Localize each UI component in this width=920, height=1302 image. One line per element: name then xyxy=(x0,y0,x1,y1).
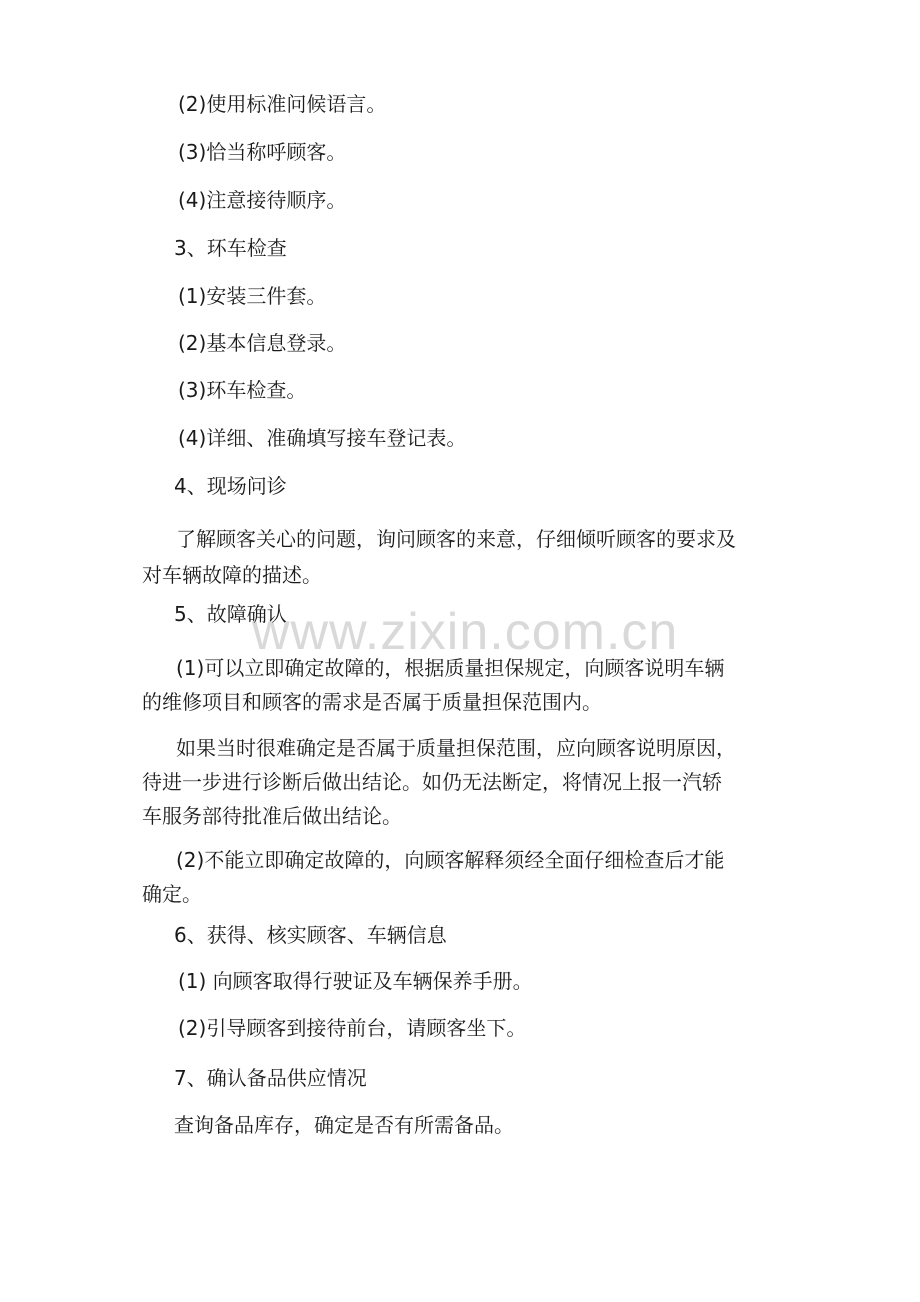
paragraph-line: 如果当时很难确定是否属于质量担保范围，应向顾客说明原因， xyxy=(176,736,736,760)
paragraph-line: 的维修项目和顾客的需求是否属于质量担保范围内。 xyxy=(142,690,602,714)
paragraph-line: 查询备品库存，确定是否有所需备品。 xyxy=(174,1113,514,1137)
paragraph-line: 确定。 xyxy=(142,882,202,906)
section-heading: 6、获得、核实顾客、车辆信息 xyxy=(174,923,447,947)
section-heading: 4、现场问诊 xyxy=(174,474,287,498)
section-heading: 3、环车检查 xyxy=(174,236,287,260)
paragraph-line: 对车辆故障的描述。 xyxy=(142,563,322,587)
paragraph-line: 待进一步进行诊断后做出结论。如仍无法断定，将情况上报一汽轿 xyxy=(142,770,722,794)
paragraph-line: (2)不能立即确定故障的，向顾客解释须经全面仔细检查后才能 xyxy=(176,848,725,872)
list-item: (4)注意接待顺序。 xyxy=(178,188,347,212)
paragraph-line: 车服务部待批准后做出结论。 xyxy=(142,804,402,828)
list-item: (2)引导顾客到接待前台，请顾客坐下。 xyxy=(178,1016,527,1040)
list-item: (1) 向顾客取得行驶证及车辆保养手册。 xyxy=(178,969,533,993)
list-item: (3)恰当称呼顾客。 xyxy=(178,140,347,164)
watermark: www.zixin.com.cn xyxy=(252,603,679,661)
section-heading: 7、确认备品供应情况 xyxy=(174,1066,367,1090)
list-item: (2)使用标准问候语言。 xyxy=(178,92,387,116)
paragraph-line: (1)可以立即确定故障的，根据质量担保规定，向顾客说明车辆 xyxy=(176,656,725,680)
list-item: (4)详细、准确填写接车登记表。 xyxy=(178,426,467,450)
section-heading: 5、故障确认 xyxy=(174,602,287,626)
list-item: (2)基本信息登录。 xyxy=(178,331,347,355)
list-item: (3)环车检查。 xyxy=(178,378,307,402)
list-item: (1)安装三件套。 xyxy=(178,284,327,308)
paragraph-line: 了解顾客关心的问题，询问顾客的来意，仔细倾听顾客的要求及 xyxy=(176,527,736,551)
